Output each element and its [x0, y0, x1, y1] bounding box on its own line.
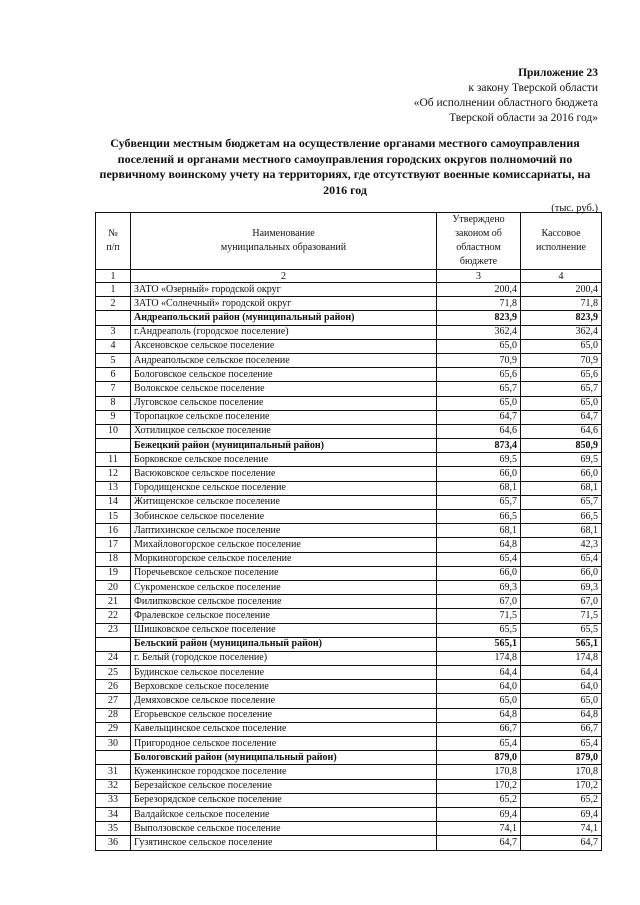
table-row — [96, 552, 602, 566]
row-approved: 69,5 — [437, 453, 521, 467]
row-number: 13 — [96, 481, 131, 495]
header-num: № п/п — [96, 213, 131, 270]
row-number: 16 — [96, 524, 131, 538]
row-executed: 65,7 — [521, 495, 602, 509]
row-number: 32 — [96, 779, 131, 793]
row-name: Березайское сельское поселение — [131, 779, 437, 793]
row-number: 17 — [96, 538, 131, 552]
row-approved: 65,6 — [437, 368, 521, 382]
row-number: 25 — [96, 666, 131, 680]
table-row — [96, 566, 602, 580]
row-name: Лаптихинское сельское поселение — [131, 524, 437, 538]
row-number: 4 — [96, 339, 131, 353]
row-approved: 64,8 — [437, 708, 521, 722]
table-row — [96, 651, 602, 665]
row-executed: 64,7 — [521, 836, 602, 850]
row-approved: 823,9 — [437, 311, 521, 325]
row-number: 9 — [96, 410, 131, 424]
row-name: г. Белый (городское поселение) — [131, 651, 437, 665]
row-name: Хотилицкое сельское поселение — [131, 424, 437, 438]
row-name: г.Андреаполь (городское поселение) — [131, 325, 437, 339]
table-row — [96, 694, 602, 708]
row-approved: 64,0 — [437, 680, 521, 694]
row-executed: 879,0 — [521, 751, 602, 765]
row-name: Моркиногорское сельское поселение — [131, 552, 437, 566]
table-row — [96, 680, 602, 694]
row-number: 33 — [96, 793, 131, 807]
row-approved: 70,9 — [437, 353, 521, 367]
row-name: ЗАТО «Озерный» городской округ — [131, 283, 437, 297]
row-approved: 170,8 — [437, 765, 521, 779]
column-number: 1 — [96, 270, 131, 283]
row-number: 18 — [96, 552, 131, 566]
row-name: Луговское сельское поселение — [131, 396, 437, 410]
table-body — [96, 283, 602, 851]
row-executed: 65,7 — [521, 382, 602, 396]
row-name: Кавельщинское сельское поселение — [131, 722, 437, 736]
district-row — [96, 751, 602, 765]
row-name: Андреапольское сельское поселение — [131, 353, 437, 367]
row-name: Андреапольский район (муниципальный район) — [131, 311, 437, 325]
row-executed: 65,2 — [521, 793, 602, 807]
row-approved: 64,7 — [437, 410, 521, 424]
row-approved: 68,1 — [437, 524, 521, 538]
table-row — [96, 708, 602, 722]
row-number: 23 — [96, 623, 131, 637]
table-row — [96, 538, 602, 552]
row-executed: 65,0 — [521, 396, 602, 410]
row-executed: 69,3 — [521, 580, 602, 594]
row-number: 12 — [96, 467, 131, 481]
row-approved: 362,4 — [437, 325, 521, 339]
row-executed: 850,9 — [521, 439, 602, 453]
row-name: Бологовское сельское поселение — [131, 368, 437, 382]
row-approved: 65,7 — [437, 382, 521, 396]
table-row — [96, 779, 602, 793]
table-row — [96, 609, 602, 623]
row-number: 27 — [96, 694, 131, 708]
table-row — [96, 737, 602, 751]
row-executed: 65,0 — [521, 339, 602, 353]
row-approved: 64,4 — [437, 666, 521, 680]
row-executed: 64,7 — [521, 410, 602, 424]
row-approved: 71,5 — [437, 609, 521, 623]
row-approved: 174,8 — [437, 651, 521, 665]
row-number: 34 — [96, 807, 131, 821]
row-number: 14 — [96, 495, 131, 509]
row-number: 21 — [96, 595, 131, 609]
table-row — [96, 495, 602, 509]
row-executed: 64,0 — [521, 680, 602, 694]
column-number: 2 — [131, 270, 437, 283]
district-row — [96, 311, 602, 325]
table-row — [96, 510, 602, 524]
row-name: Фралевское сельское поселение — [131, 609, 437, 623]
units-label: (тыс. руб.) — [551, 203, 598, 214]
table-row — [96, 807, 602, 821]
row-approved: 65,2 — [437, 793, 521, 807]
header-approved: Утверждено законом об областном бюджете — [437, 213, 521, 270]
row-approved: 873,4 — [437, 439, 521, 453]
row-approved: 65,5 — [437, 623, 521, 637]
column-number: 3 — [437, 270, 521, 283]
row-approved: 565,1 — [437, 637, 521, 651]
row-name: Сукроменское сельское поселение — [131, 580, 437, 594]
district-row — [96, 439, 602, 453]
column-number: 4 — [521, 270, 602, 283]
row-name: Бельский район (муниципальный район) — [131, 637, 437, 651]
row-approved: 71,8 — [437, 297, 521, 311]
table-row — [96, 368, 602, 382]
row-name: ЗАТО «Солнечный» городской округ — [131, 297, 437, 311]
row-name: Бологовский район (муниципальный район) — [131, 751, 437, 765]
row-number: 20 — [96, 580, 131, 594]
table-row — [96, 595, 602, 609]
table-row — [96, 467, 602, 481]
row-executed: 71,8 — [521, 297, 602, 311]
row-executed: 74,1 — [521, 822, 602, 836]
row-executed: 69,5 — [521, 453, 602, 467]
table-row — [96, 580, 602, 594]
row-executed: 71,5 — [521, 609, 602, 623]
row-number: 30 — [96, 737, 131, 751]
row-approved: 66,0 — [437, 566, 521, 580]
row-executed: 68,1 — [521, 524, 602, 538]
row-name: Бежецкий район (муниципальный район) — [131, 439, 437, 453]
table-row — [96, 765, 602, 779]
row-number: 6 — [96, 368, 131, 382]
row-number: 31 — [96, 765, 131, 779]
row-executed: 64,6 — [521, 424, 602, 438]
row-executed: 65,6 — [521, 368, 602, 382]
row-executed: 565,1 — [521, 637, 602, 651]
row-name: Верховское сельское поселение — [131, 680, 437, 694]
table-row — [96, 524, 602, 538]
row-name: Михайловогорское сельское поселение — [131, 538, 437, 552]
row-executed: 64,8 — [521, 708, 602, 722]
row-number: 35 — [96, 822, 131, 836]
header-name: Наименование муниципальных образований — [131, 213, 437, 270]
row-executed: 200,4 — [521, 283, 602, 297]
row-number: 5 — [96, 353, 131, 367]
row-name: Поречьевское сельское поселение — [131, 566, 437, 580]
row-approved: 65,4 — [437, 552, 521, 566]
row-approved: 69,4 — [437, 807, 521, 821]
row-number: 1 — [96, 283, 131, 297]
row-executed: 174,8 — [521, 651, 602, 665]
table-row — [96, 382, 602, 396]
row-number — [96, 751, 131, 765]
row-number: 24 — [96, 651, 131, 665]
row-number — [96, 311, 131, 325]
row-name: Будинское сельское поселение — [131, 666, 437, 680]
row-number: 26 — [96, 680, 131, 694]
row-name: Зобинское сельское поселение — [131, 510, 437, 524]
row-number: 22 — [96, 609, 131, 623]
table-row — [96, 623, 602, 637]
row-name: Борковское сельское поселение — [131, 453, 437, 467]
row-number: 36 — [96, 836, 131, 850]
row-executed: 170,2 — [521, 779, 602, 793]
row-executed: 65,5 — [521, 623, 602, 637]
row-name: Валдайское сельское поселение — [131, 807, 437, 821]
row-executed: 69,4 — [521, 807, 602, 821]
row-executed: 68,1 — [521, 481, 602, 495]
appendix-number: Приложение 23 — [518, 67, 598, 79]
row-number: 28 — [96, 708, 131, 722]
row-name: Волокское сельское поселение — [131, 382, 437, 396]
row-number — [96, 439, 131, 453]
row-approved: 879,0 — [437, 751, 521, 765]
row-approved: 65,0 — [437, 694, 521, 708]
row-executed: 362,4 — [521, 325, 602, 339]
row-executed: 170,8 — [521, 765, 602, 779]
row-number: 11 — [96, 453, 131, 467]
row-number: 29 — [96, 722, 131, 736]
row-executed: 66,7 — [521, 722, 602, 736]
table-row — [96, 353, 602, 367]
row-number: 19 — [96, 566, 131, 580]
row-name: Васюковское сельское поселение — [131, 467, 437, 481]
table-row — [96, 410, 602, 424]
table-row — [96, 722, 602, 736]
table-row — [96, 396, 602, 410]
table-row — [96, 481, 602, 495]
subvention-table — [95, 212, 602, 851]
table-row — [96, 297, 602, 311]
appendix-line-1: к закону Тверской области — [468, 82, 598, 94]
row-name: Пригородное сельское поселение — [131, 737, 437, 751]
row-number — [96, 637, 131, 651]
row-approved: 64,7 — [437, 836, 521, 850]
row-name: Березорядское сельское поселение — [131, 793, 437, 807]
row-name: Торопацкое сельское поселение — [131, 410, 437, 424]
row-name: Житищенское сельское поселение — [131, 495, 437, 509]
table-row — [96, 793, 602, 807]
row-number: 3 — [96, 325, 131, 339]
table-row — [96, 822, 602, 836]
row-executed: 65,0 — [521, 694, 602, 708]
row-approved: 66,0 — [437, 467, 521, 481]
appendix-block — [414, 66, 598, 126]
row-number: 15 — [96, 510, 131, 524]
row-name: Гузятинское сельское поселение — [131, 836, 437, 850]
row-executed: 66,0 — [521, 467, 602, 481]
appendix-line-3: Тверской области за 2016 год» — [449, 112, 598, 124]
appendix-line-2: «Об исполнении областного бюджета — [413, 97, 598, 109]
row-approved: 68,1 — [437, 481, 521, 495]
row-executed: 64,4 — [521, 666, 602, 680]
row-name: Шишковское сельское поселение — [131, 623, 437, 637]
row-name: Выползовское сельское поселение — [131, 822, 437, 836]
row-approved: 65,0 — [437, 339, 521, 353]
table-row — [96, 339, 602, 353]
district-row — [96, 637, 602, 651]
row-name: Егорьевское сельское поселение — [131, 708, 437, 722]
row-approved: 64,6 — [437, 424, 521, 438]
row-executed: 66,0 — [521, 566, 602, 580]
row-approved: 66,7 — [437, 722, 521, 736]
row-executed: 65,4 — [521, 737, 602, 751]
row-name: Филипковское сельское поселение — [131, 595, 437, 609]
row-approved: 74,1 — [437, 822, 521, 836]
row-approved: 65,4 — [437, 737, 521, 751]
table-row — [96, 424, 602, 438]
table-row — [96, 325, 602, 339]
row-number: 2 — [96, 297, 131, 311]
document-title: Субвенции местным бюджетам на осуществление органами местного самоуправления поселений и органами местного самоуправления городских округов полномочий по первичному воинскому учету на территориях, где отсутствуют военные комиссариаты, на 2016 год — [99, 136, 591, 197]
row-number: 7 — [96, 382, 131, 396]
row-approved: 69,3 — [437, 580, 521, 594]
row-number: 10 — [96, 424, 131, 438]
row-executed: 70,9 — [521, 353, 602, 367]
table-row — [96, 666, 602, 680]
row-executed: 66,5 — [521, 510, 602, 524]
row-approved: 67,0 — [437, 595, 521, 609]
row-number: 8 — [96, 396, 131, 410]
row-approved: 66,5 — [437, 510, 521, 524]
row-approved: 64,8 — [437, 538, 521, 552]
row-approved: 200,4 — [437, 283, 521, 297]
row-approved: 65,0 — [437, 396, 521, 410]
table-row — [96, 836, 602, 850]
table-row — [96, 453, 602, 467]
row-name: Аксеновское сельское поселение — [131, 339, 437, 353]
row-executed: 67,0 — [521, 595, 602, 609]
row-executed: 65,4 — [521, 552, 602, 566]
row-name: Городищенское сельское поселение — [131, 481, 437, 495]
header-executed: Кассовое исполнение — [521, 213, 602, 270]
table-row — [96, 283, 602, 297]
row-name: Куженкинское городское поселение — [131, 765, 437, 779]
row-name: Демяховское сельское поселение — [131, 694, 437, 708]
row-approved: 65,7 — [437, 495, 521, 509]
row-approved: 170,2 — [437, 779, 521, 793]
row-executed: 823,9 — [521, 311, 602, 325]
row-executed: 42,3 — [521, 538, 602, 552]
